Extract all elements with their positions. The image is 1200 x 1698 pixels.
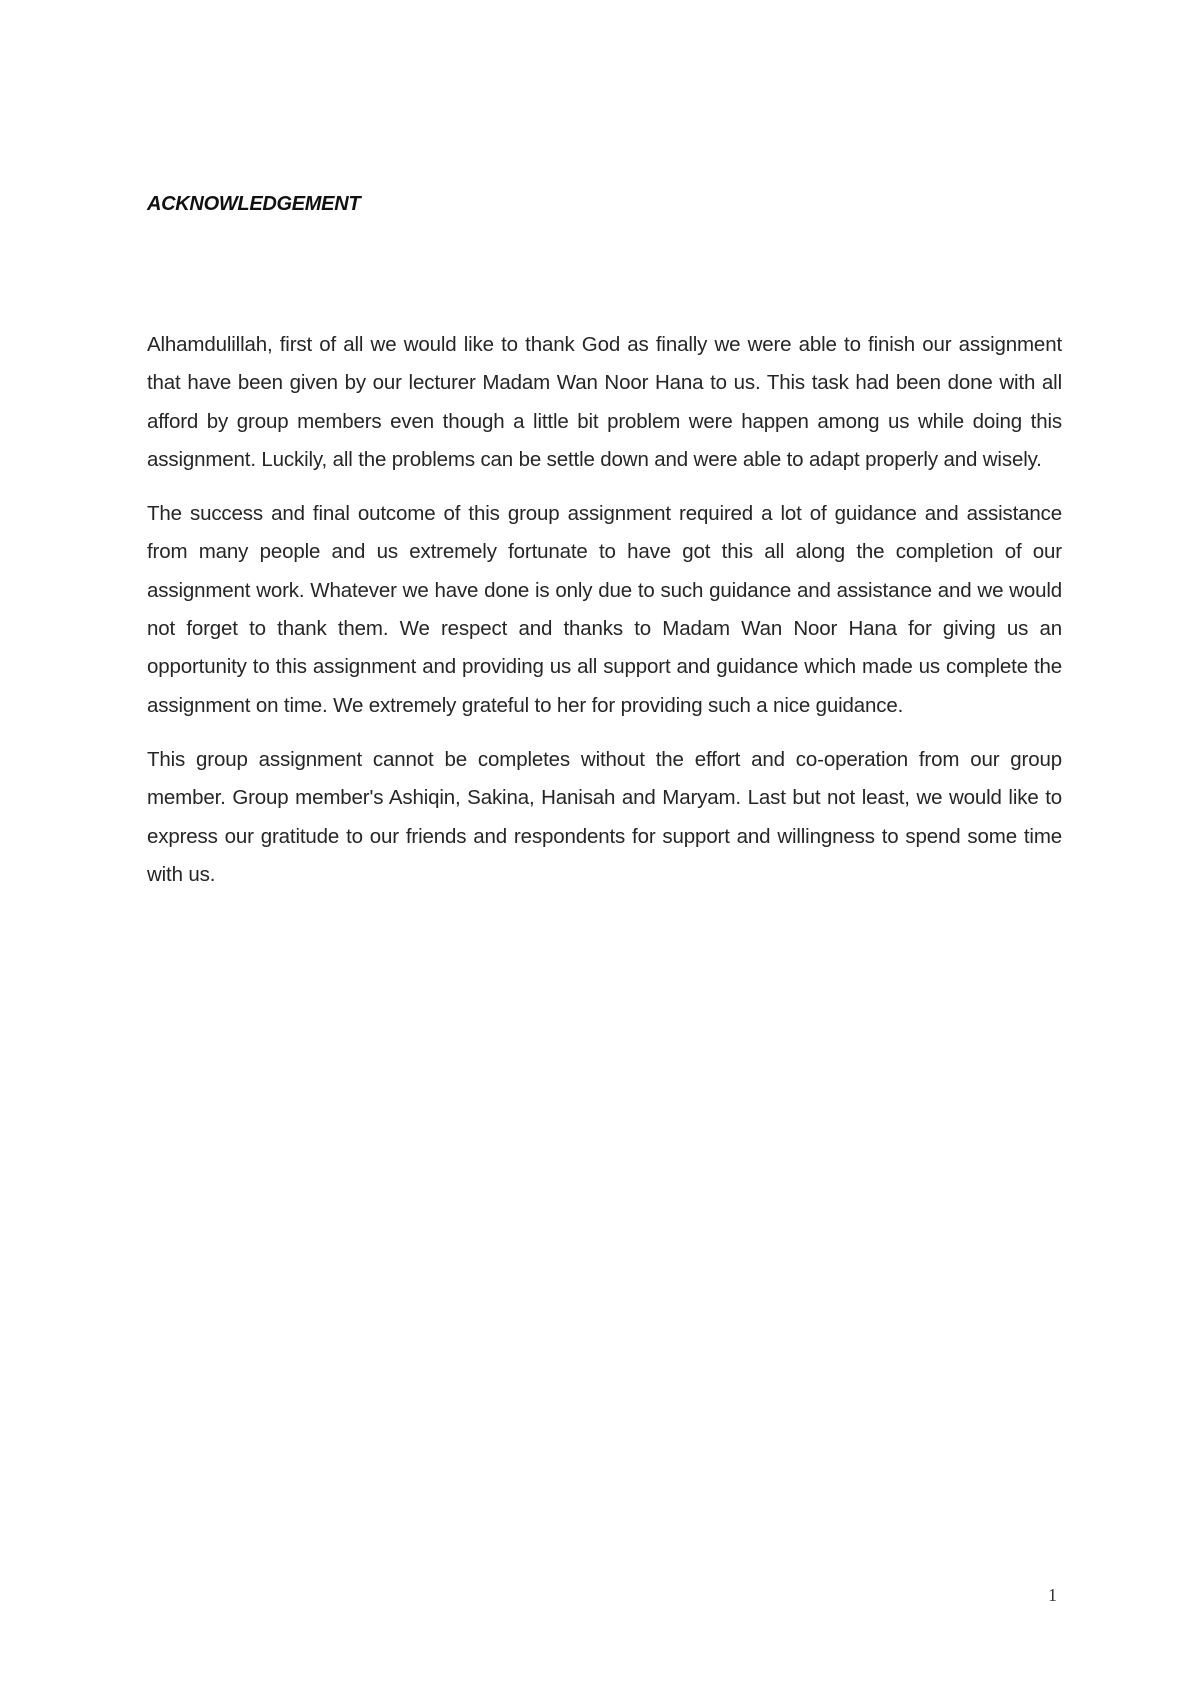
paragraph-1: Alhamdulillah, first of all we would like to thank God as finally we were able to finish our assignment that have been given by our lecturer Madam Wan Noor Hana to us. This task had been done with all afford by group members even though a little bit problem were happen among us while doing this assignment. Luckily, all the problems can be settle down and were able to adapt properly and wisely. [147,333,1062,471]
paragraph-2: The success and final outcome of this group assignment required a lot of guidance and assistance from many people and us extremely fortunate to have got this all along the completion of our assignment work. Whatever we have done is only due to such guidance and assistance and we would not forget to thank them. We respect and thanks to Madam Wan Noor Hana for giving us an opportunity to this assignment and providing us all support and guidance which made us complete the assignment on time. We extremely grateful to her for providing such a nice guidance. [147,502,1062,717]
page-heading: ACKNOWLEDGEMENT [147,193,361,215]
paragraph-3: This group assignment cannot be completes without the effort and co-operation from our group member. Group member's Ashiqin, Sakina, Hanisah and Maryam. Last but not least, we would like to express our gratitude to our friends and respondents for support and willingness to spend some time with us. [147,747,1062,886]
page-content [147,192,1062,910]
page-number: 1 [1048,1585,1057,1605]
body-text [147,326,1062,894]
